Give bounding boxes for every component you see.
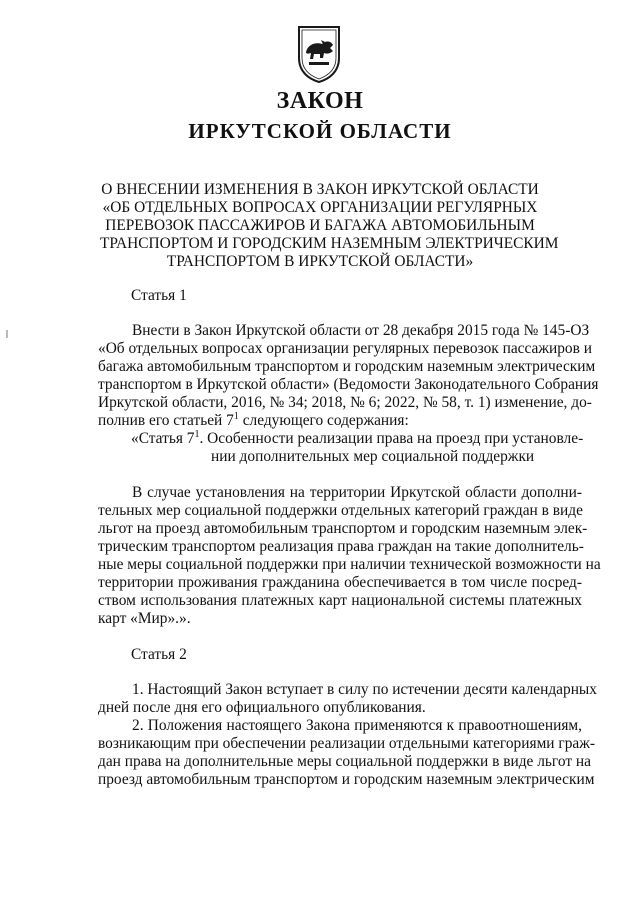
article-1-heading: Статья 1 — [131, 287, 187, 304]
law-subtitle: О ВНЕСЕНИИ ИЗМЕНЕНИЯ В ЗАКОН ИРКУТСКОЙ ОБЛАСТИ «ОБ ОТДЕЛЬНЫХ ВОПРОСАХ ОРГАНИЗАЦИИ РЕГУЛЯРНЫХ ПЕРЕВОЗОК ПАССАЖИРОВ И БАГАЖА АВТОМОБИЛЬНЫМ ТРАНСПОРТОМ И ГОРОДСКИМ НАЗЕМНЫМ ЭЛЕКТРИЧЕСКИМ ТРАНСПОРТОМ В ИРКУТСКОЙ ОБЛАСТИ» — [100, 181, 559, 270]
article-2-heading: Статья 2 — [131, 646, 187, 663]
region-title: ИРКУТСКОЙ ОБЛАСТИ — [188, 119, 452, 143]
scan-mark — [6, 330, 8, 338]
coat-of-arms-icon — [296, 24, 342, 84]
document-page: ЗАКОН ИРКУТСКОЙ ОБЛАСТИ О ВНЕСЕНИИ ИЗМЕНЕНИЯ В ЗАКОН ИРКУТСКОЙ ОБЛАСТИ «ОБ ОТДЕЛЬНЫХ ВОПРОСАХ ОРГАНИЗАЦИИ РЕГУЛЯРНЫХ ПЕРЕВОЗОК ПАССАЖИРОВ И БАГАЖА АВТОМОБИЛЬНЫМ ТРАНСПОРТОМ И ГОРОДСКИМ НАЗЕМНЫМ ЭЛЕКТРИЧЕСКИМ ТРАНСПОРТОМ В ИРКУТСКОЙ ОБЛАСТИ» Статья 1 Внести в Закон Иркутской области от 28 декабря 2015 года № 145-ОЗ «Об отдельных вопросах организации регулярных перевозок пассажиров и багажа автомобильным транспортом и городским наземным электрическим транспортом в Иркутской области» (Ведомости Законодательного Собрания Иркутской области, 2016, № 34; 2018, № 6; 2022, № 58, т. 1) изменение, до- полнив его статьей $7^1$ следующего содержания: «Статья $7^1$. Особенности реализации права на проезд при установле- нии дополнительных мер социальной поддержки В случае установления на территории Иркутской области дополни- тельных мер социальной поддержки отдельных категорий граждан в виде льгот на проезд автомобильным транспортом и городским наземным элек- трическим транспортом реализация права граждан на такие дополнитель- ные меры социальной поддержки при наличии технической возможности на территории проживания гражданина обеспечивается в том числе посред- ством использования платежных карт национальной системы платежных карт «Мир».». Статья 2 1. Настоящий Закон вступает в силу по истечении десяти календарных дней после дня его официального опубликования. 2. Положения настоящего Закона применяются к правоотношениям, возникающим при обеспечении реализации отдельными категориями граж- дан права на дополнительные меры социальной поддержки в виде льгот на проезд автомобильным транспортом и городским наземным электрическим — [0, 0, 640, 905]
law-title: ЗАКОН — [276, 88, 364, 114]
